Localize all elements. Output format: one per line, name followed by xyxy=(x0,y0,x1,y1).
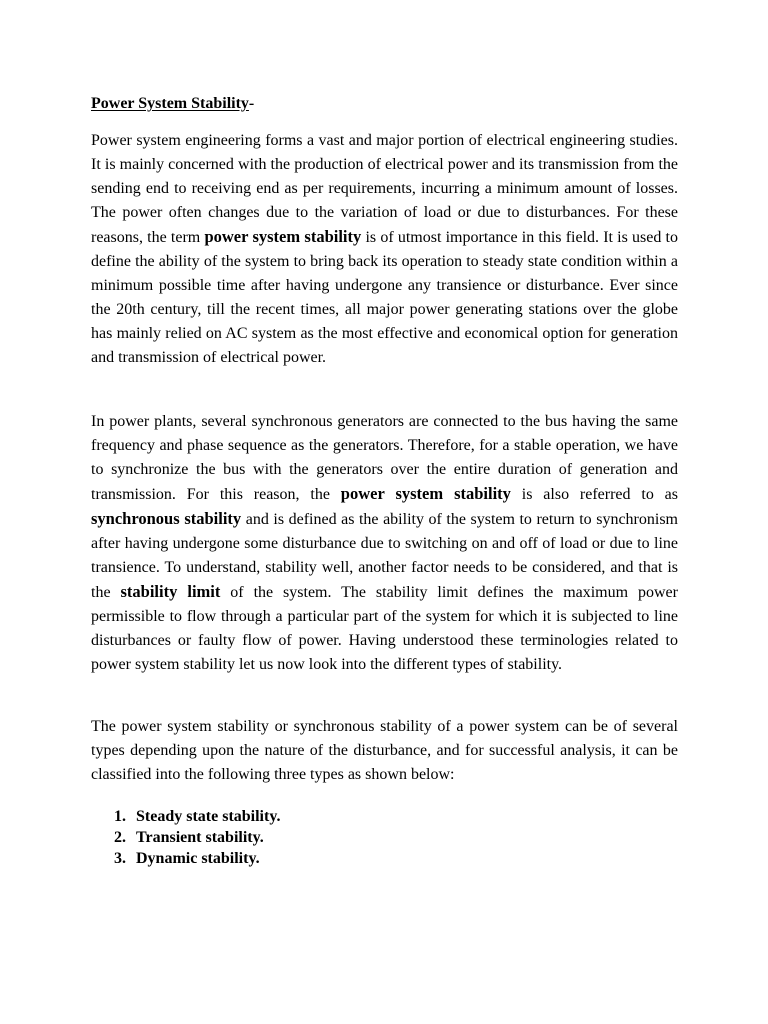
list-item-label: Dynamic stability. xyxy=(136,850,260,867)
paragraph-2-text: of the system. The stability limit defines the maximum power permissible to flow through a particular part of the system for which it is subjected to line disturbances or faulty flow of power. Having understood these terminologies related to power system stability let us now look into the different types of stability. xyxy=(91,584,678,673)
list-item-label: Transient stability. xyxy=(136,829,264,846)
list-item xyxy=(91,827,280,848)
list-item xyxy=(91,848,280,869)
list-item xyxy=(91,806,280,827)
term-synchronous-stability: synchronous stability xyxy=(91,509,242,528)
paragraph-synchronous-stability xyxy=(91,410,678,677)
paragraph-introduction xyxy=(91,129,678,370)
list-item-number: 1. xyxy=(114,808,126,825)
list-item-number: 2. xyxy=(114,829,126,846)
paragraph-2-text: is also referred to as xyxy=(510,486,678,503)
document-title xyxy=(91,94,254,114)
term-power-system-stability: power system stability xyxy=(204,227,362,246)
stability-types-list xyxy=(91,806,280,869)
list-item-label: Steady state stability. xyxy=(136,808,281,825)
paragraph-2-text: In power plants, several synchronous generators are connected to the bus having the same frequency and phase sequence as the generators. Therefore, for a stable operation, we have to synchronize the bus with the generators over the entire duration of generation and transmission. For this reason, the xyxy=(91,413,678,503)
list-item-number: 3. xyxy=(114,850,126,867)
term-stability-limit: stability limit xyxy=(120,582,221,601)
paragraph-3-text: The power system stability or synchronous stability of a power system can be of several types depending upon the nature of the disturbance, and for successful analysis, it can be classified into the following three types as shown below: xyxy=(91,718,678,783)
paragraph-1-text: is of utmost importance in this field. It is used to define the ability of the system to bring back its operation to steady state condition within a minimum possible time after having undergone any transience or disturbance. Ever since the 20th century, till the recent times, all major power generating stations over the globe has mainly relied on AC system as the most effective and economical option for generation and transmission of electrical power. xyxy=(91,229,679,366)
document-title-suffix: - xyxy=(248,95,255,112)
term-power-system-stability: power system stability xyxy=(340,484,511,503)
paragraph-types-intro xyxy=(91,715,678,787)
document-title-text: Power System Stability xyxy=(91,95,249,112)
paragraph-1-text: Power system engineering forms a vast and major portion of electrical engineering studies. It is mainly concerned with the production of electrical power and its transmission from the sending end to receiving end as per requirements, incurring a minimum amount of losses. The power often changes due to the variation of load or due to disturbances. For these reasons, the term xyxy=(91,132,678,246)
paragraph-2-text: and is defined as the ability of the system to return to synchronism after having undergone some disturbance due to switching on and off of load or due to line transience. To understand, stability well, another factor needs to be considered, and that is the xyxy=(91,511,678,601)
